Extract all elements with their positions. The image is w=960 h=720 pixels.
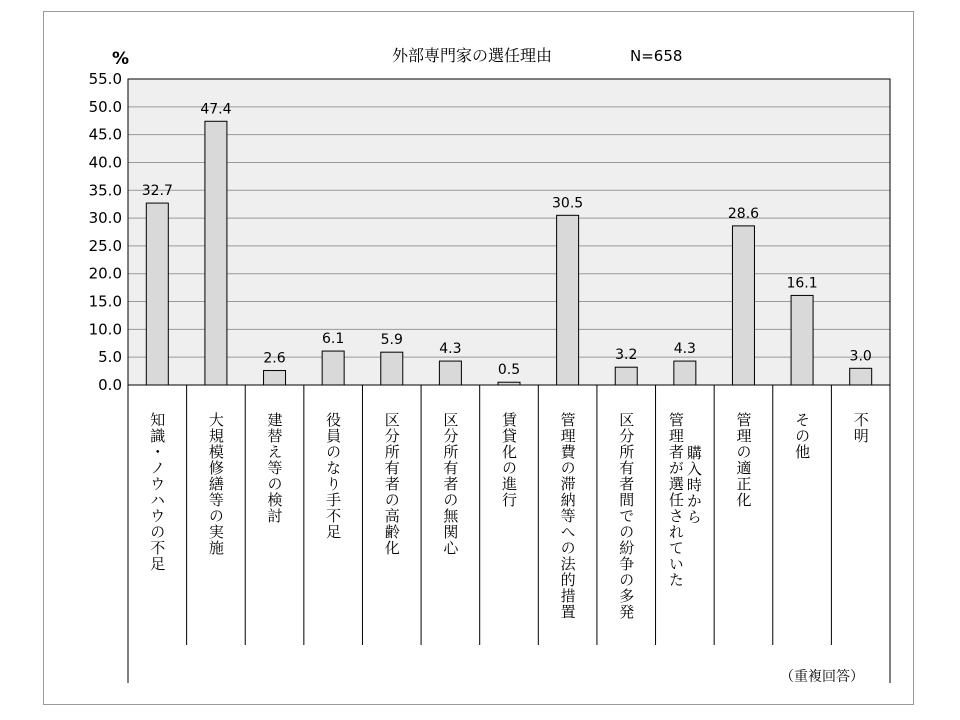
category-label: 賃貸化の進行 xyxy=(500,412,518,508)
y-tick-label: 10.0 xyxy=(88,320,122,339)
category-label: 大規模修繕等の実施 xyxy=(206,412,225,556)
y-tick-label: 40.0 xyxy=(88,153,122,172)
category-label: 管理者が選任されていた xyxy=(666,412,685,588)
bar xyxy=(439,361,461,385)
y-tick-label: 5.0 xyxy=(98,348,122,367)
category-label: 管理費の滞納等への法的措置 xyxy=(558,412,577,620)
bar xyxy=(146,203,168,385)
data-label: 4.3 xyxy=(673,341,696,358)
bar xyxy=(205,121,227,385)
y-axis-unit-label: % xyxy=(112,49,130,69)
bar xyxy=(615,367,637,385)
category-label: 管理の適正化 xyxy=(734,412,753,508)
data-label: 16.1 xyxy=(786,275,818,292)
bar xyxy=(264,371,286,385)
bar xyxy=(498,382,520,385)
data-label: 2.6 xyxy=(263,350,286,367)
bar xyxy=(791,295,813,385)
y-tick-label: 20.0 xyxy=(88,264,122,283)
category-label: 不明 xyxy=(851,412,870,444)
bar xyxy=(732,226,754,385)
bar xyxy=(850,368,872,385)
category-label: 区分所有者の無関心 xyxy=(441,412,460,556)
data-label: 3.2 xyxy=(615,347,638,364)
bar xyxy=(381,352,403,385)
plot-area xyxy=(128,79,890,385)
bar xyxy=(322,351,344,385)
y-tick-label: 0.0 xyxy=(98,376,122,394)
category-label: 区分所有者の高齢化 xyxy=(382,412,401,556)
y-tick-label: 55.0 xyxy=(88,70,122,88)
y-tick-label: 15.0 xyxy=(88,292,122,311)
bar xyxy=(674,361,696,385)
category-label: 役員のなり手不足 xyxy=(324,412,343,540)
data-label: 28.6 xyxy=(727,205,760,222)
y-tick-label: 25.0 xyxy=(88,236,122,255)
y-tick-label: 50.0 xyxy=(88,97,122,116)
data-label: 6.1 xyxy=(322,331,345,348)
category-label: 建替え等の検討 xyxy=(265,412,284,524)
y-tick-label: 30.0 xyxy=(88,209,122,228)
category-label: 区分所有者間での紛争の多発 xyxy=(617,412,636,620)
data-label: 5.9 xyxy=(380,332,403,349)
data-label: 47.4 xyxy=(200,101,232,118)
category-label: その他 xyxy=(793,412,812,460)
data-label: 32.7 xyxy=(141,183,173,200)
multiple-answer-note: （重複回答） xyxy=(780,669,864,685)
sample-size-label: N=658 xyxy=(630,47,683,65)
category-label: 知識・ノウハウの不足 xyxy=(148,412,167,572)
data-label: 0.5 xyxy=(497,362,521,379)
data-label: 4.3 xyxy=(439,341,462,358)
bar xyxy=(557,215,579,385)
data-label: 3.0 xyxy=(849,348,872,365)
y-tick-label: 35.0 xyxy=(88,181,122,200)
y-tick-label: 45.0 xyxy=(88,125,122,144)
chart-title: 外部専門家の選任理由 xyxy=(392,46,553,65)
data-label: 30.5 xyxy=(552,195,584,212)
category-label: 購入時から xyxy=(684,445,703,525)
